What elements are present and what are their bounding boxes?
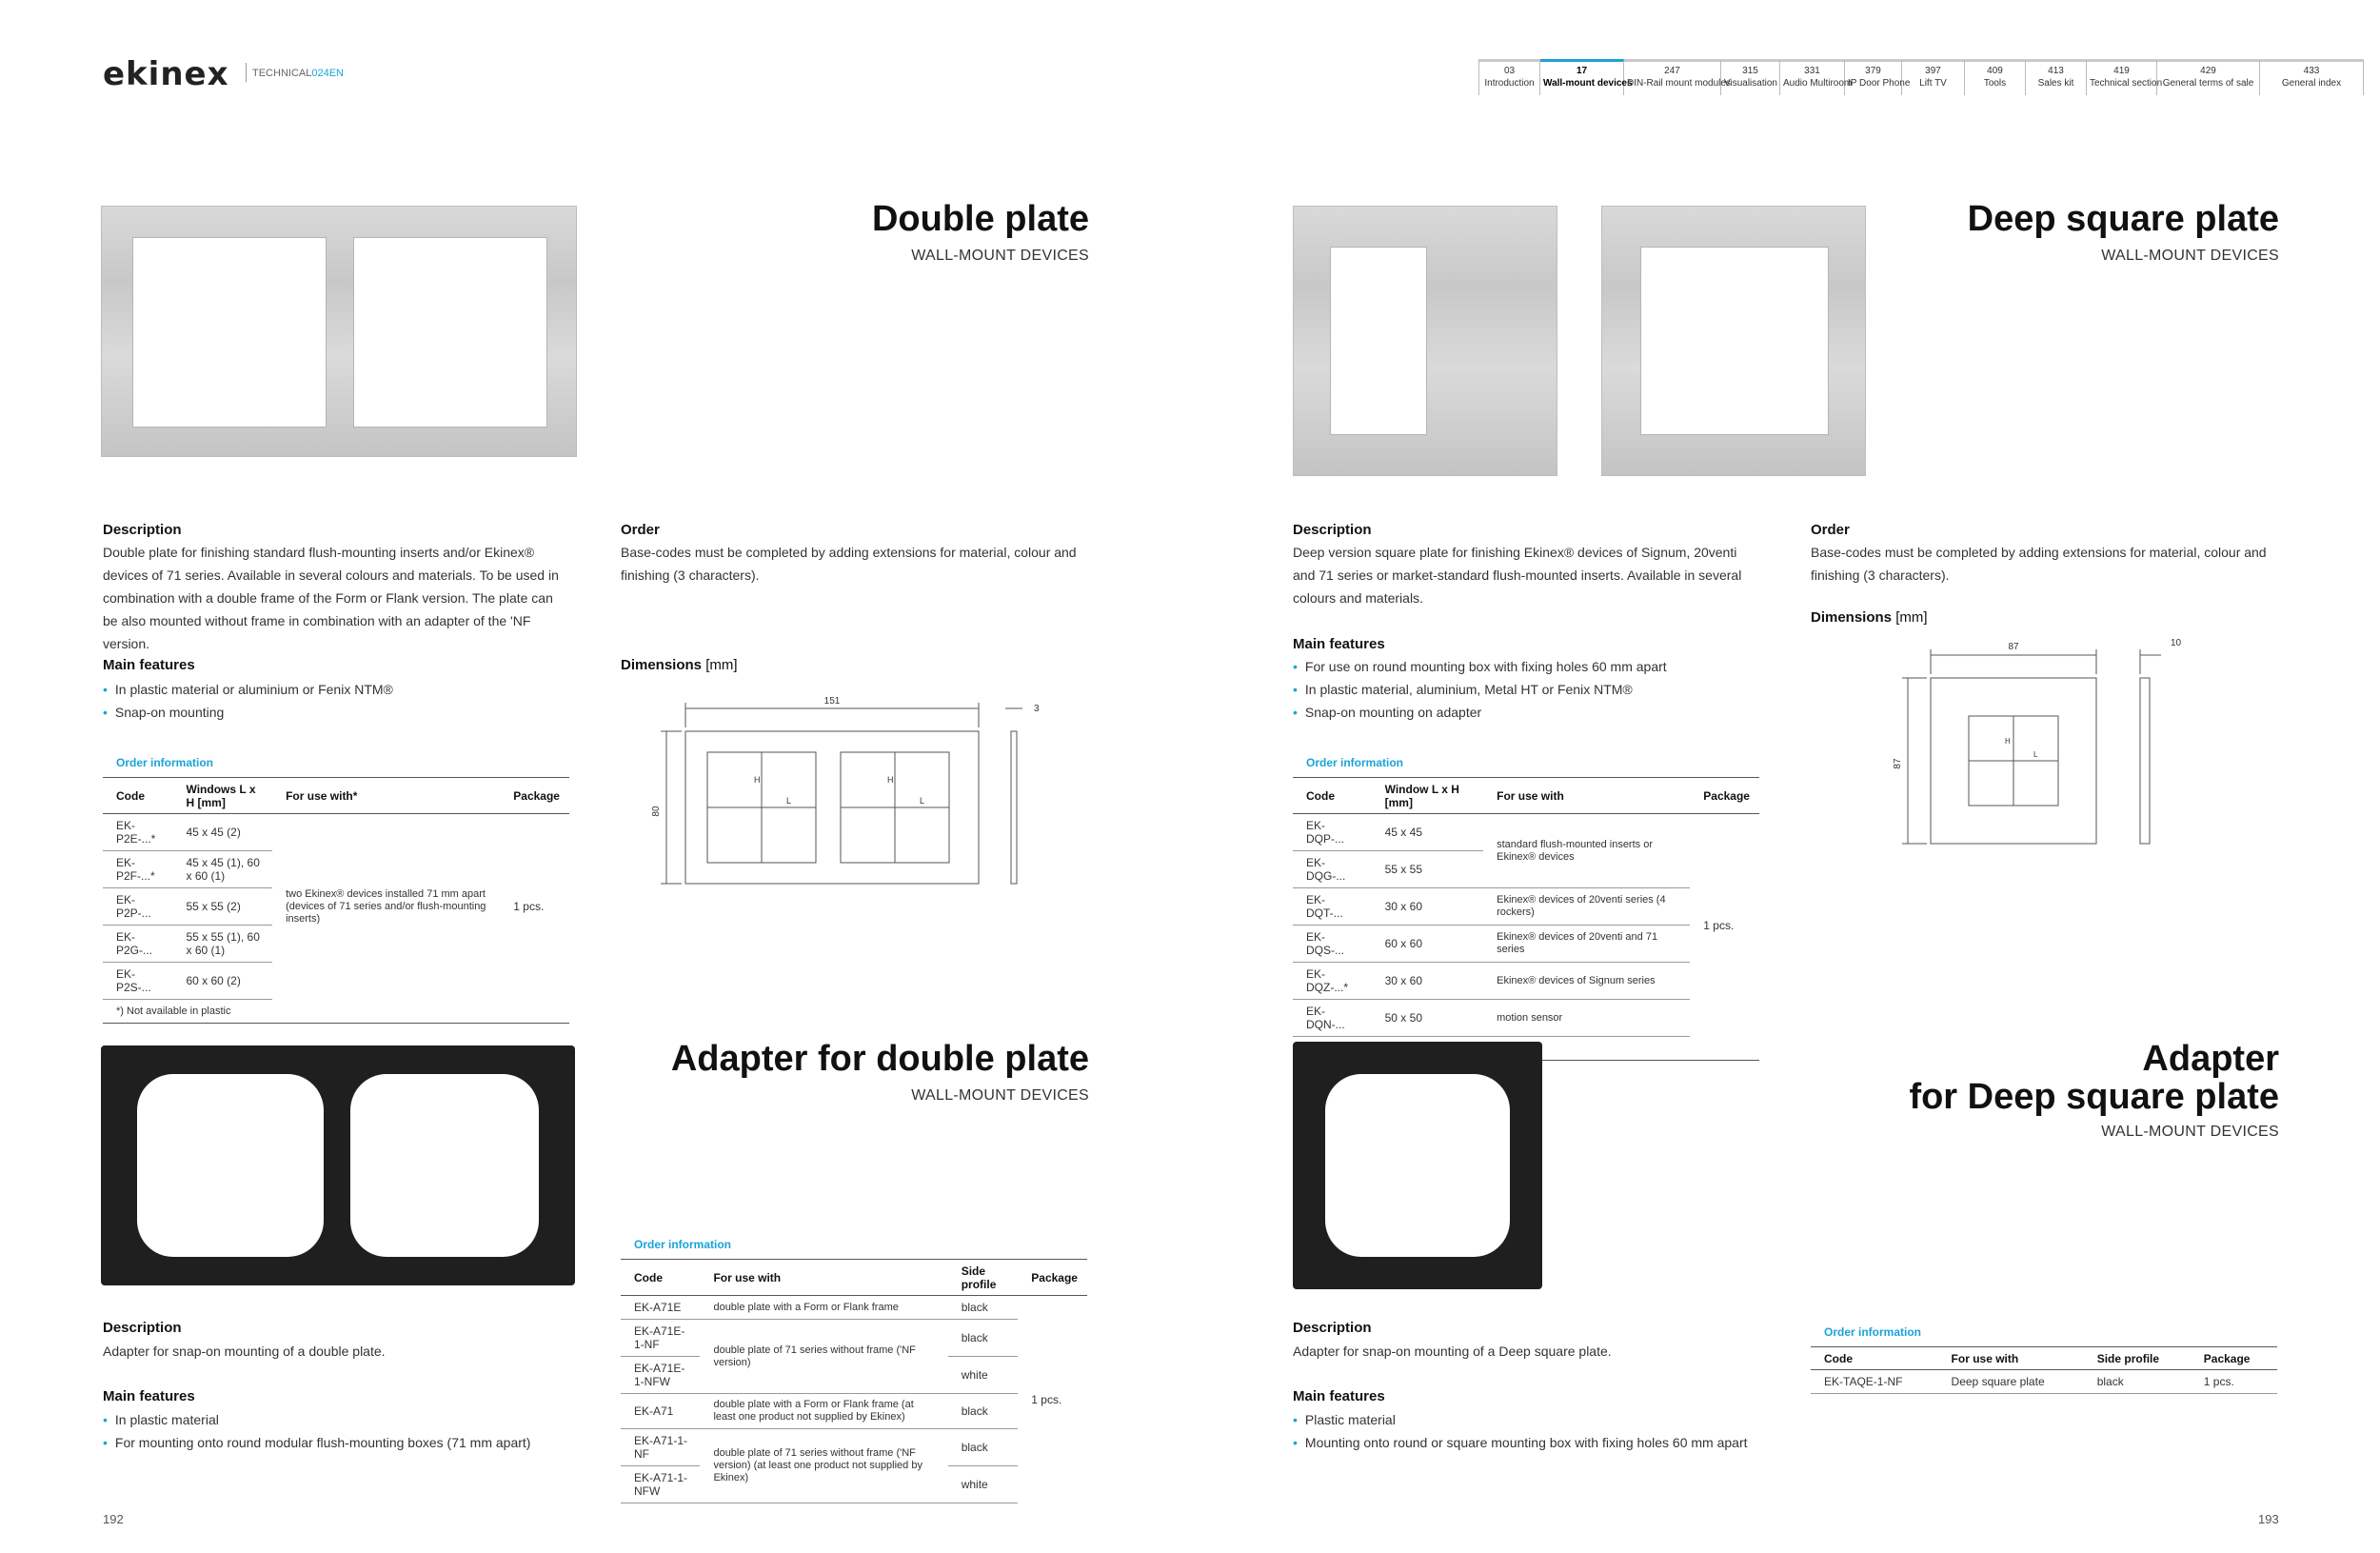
list-item: • Snap-on mounting on adapter [1293,701,1769,724]
svg-text:L: L [920,796,925,806]
table-row: EK-DQN-... 50 x 50 motion sensor [1293,1000,1759,1037]
table-header: Code [621,1260,700,1296]
double-plate-features [103,678,571,724]
svg-text:L: L [786,796,792,806]
list-item: • Mounting onto round or square mounting box with fixing holes 60 mm apart [1293,1431,1807,1454]
nav-item-wall-mount[interactable]: 17 Wall-mount devices [1540,59,1624,95]
nav-item-visualisation[interactable]: 315 Visualisation [1721,59,1780,95]
doc-code [246,63,344,82]
adapter-double-title: Adapter for double plate [670,1039,1089,1079]
table-header: Code [1293,778,1372,814]
list-item: • Plastic material [1293,1408,1807,1431]
adapter-double-features [103,1408,617,1454]
deep-plate-title: Deep square plate [1967,199,2279,239]
adapter-deep-description-heading: Description [1293,1320,1372,1336]
double-plate-order-table [103,777,569,1024]
double-plate-features-heading: Main features [103,657,195,673]
double-plate-order-heading: Order [621,522,660,538]
table-row: EK-A71-1-NFW white [621,1466,1087,1503]
list-item: • For mounting onto round modular flush-mounting boxes (71 mm apart) [103,1431,617,1454]
list-item: • For use on round mounting box with fixing holes 60 mm apart [1293,655,1769,678]
ekinex-logo: ekinex [103,55,229,93]
svg-text:H: H [2005,737,2011,746]
dim-height-label: 87 [1893,758,1903,769]
nav-item-audio[interactable]: 331 Audio Multiroom [1780,59,1845,95]
adapter-deep-order-table [1811,1346,2277,1394]
table-header: Side profile [2084,1347,2191,1370]
table-row: EK-DQZ-...* 30 x 60 Ekinex® devices of Signum series [1293,963,1759,1000]
adapter-deep-description: Adapter for snap-on mounting of a Deep square plate. [1293,1344,1612,1359]
table-header: For use with [1483,778,1690,814]
svg-text:H: H [887,775,894,785]
double-plate-description-heading: Description [103,522,182,538]
deep-plate-order-table [1293,777,1759,1061]
double-plate-image [101,206,577,457]
table-header: Side profile [948,1260,1019,1296]
table-header: Code [103,778,172,814]
deep-plate-oi-title: Order information [1306,756,1404,769]
double-plate-dimensions-heading: Dimensions [mm] [621,657,738,673]
list-item: • In plastic material, aluminium, Metal HT or Fenix NTM® [1293,678,1769,701]
table-header: Window L x H [mm] [1372,778,1484,814]
dim-depth-label: 10 [2171,638,2182,648]
doc-code-number: 024EN [311,68,344,79]
list-item: • In plastic material or aluminium or Fenix NTM® [103,678,571,701]
deep-plate-description-heading: Description [1293,522,1372,538]
adapter-double-description-heading: Description [103,1320,182,1336]
nav-item-din-rail[interactable]: 247 DIN-Rail mount modules [1624,59,1721,95]
deep-plate-description: Deep version square plate for finishing Ekinex® devices of Signum, 20venti and 71 series or market-standard flush-mounted inserts. Available in several colours and materials. [1293,545,1742,606]
deep-plate-dimension-drawing [1885,628,2209,857]
adapter-deep-image [1293,1042,1542,1289]
adapter-deep-subtitle: WALL-MOUNT DEVICES [2101,1124,2279,1140]
table-row: EK-DQS-... 60 x 60 Ekinex® devices of 20venti and 71 series [1293,926,1759,963]
adapter-double-subtitle: WALL-MOUNT DEVICES [911,1087,1089,1104]
nav-item-tools[interactable]: 409 Tools [1965,59,2026,95]
adapter-double-oi-title: Order information [634,1238,732,1251]
dim-depth-label: 3 [1034,704,1040,714]
table-row: EK-DQT-... 30 x 60 Ekinex® devices of 20venti series (4 rockers) [1293,888,1759,926]
table-row: EK-P2S-... 60 x 60 (2) [103,963,569,1000]
double-plate-oi-title: Order information [116,756,214,769]
page-number-right: 193 [2258,1512,2279,1526]
adapter-double-image [101,1045,575,1285]
table-header: For use with [700,1260,947,1296]
dim-width-label: 87 [2008,642,2019,652]
table-header: For use with* [272,778,500,814]
adapter-double-order-table [621,1259,1087,1503]
adapter-deep-title: Adapter for Deep square plate [1909,1039,2279,1117]
double-plate-title: Double plate [871,199,1089,239]
nav-item-terms[interactable]: 429 General terms of sale [2157,59,2260,95]
deep-plate-order-text: Base-codes must be completed by adding extensions for material, colour and finishing (3 characters). [1811,545,2267,583]
adapter-deep-features-heading: Main features [1293,1388,1385,1404]
dim-width-label: 151 [823,696,841,707]
table-row: EK-A71-1-NF double plate of 71 series without frame ('NF version) (at least one product not supplied by Ekinex) black [621,1429,1087,1466]
table-row: EK-DQP-... 45 x 45 standard flush-mounted inserts or Ekinex® devices 1 pcs. [1293,814,1759,851]
list-item: • Snap-on mounting [103,701,571,724]
nav-item-technical[interactable]: 419 Technical section [2087,59,2157,95]
doc-prefix: TECHNICAL [252,68,312,79]
svg-text:L: L [2033,750,2038,759]
table-header: For use with [1938,1347,2084,1370]
adapter-double-features-heading: Main features [103,1388,195,1404]
page-number-left: 192 [103,1512,124,1526]
adapter-deep-oi-title: Order information [1824,1325,1922,1339]
table-row: EK-A71E double plate with a Form or Flank frame black 1 pcs. [621,1296,1087,1320]
nav-item-sales-kit[interactable]: 413 Sales kit [2026,59,2087,95]
table-header: Package [500,778,569,814]
table-row: EK-DQG-... 55 x 55 [1293,851,1759,888]
nav-item-introduction[interactable]: 03 Introduction [1479,59,1540,95]
table-header: Code [1811,1347,1938,1370]
dim-height-label: 80 [651,806,662,817]
double-plate-order-text: Base-codes must be completed by adding extensions for material, colour and finishing (3 characters). [621,545,1077,583]
deep-plate-dimensions-heading: Dimensions [mm] [1811,609,1928,626]
table-row: EK-P2P-... 55 x 55 (2) [103,888,569,926]
table-row: EK-A71E-1-NFW white [621,1357,1087,1394]
double-plate-description: Double plate for finishing standard flush-mounting inserts and/or Ekinex® devices of 71 series. Available in several colours and materials. To be used in combination with a double frame of the Form or Flank version. The plate can be also mounted without frame in combination with an adapter of the 'NF version. [103,545,559,651]
table-row: EK-A71E-1-NF double plate of 71 series without frame ('NF version) black [621,1320,1087,1357]
table-header: Package [1690,778,1759,814]
table-row: EK-A71 double plate with a Form or Flank frame (at least one product not supplied by Ekinex) black [621,1394,1087,1429]
nav-item-door-phone[interactable]: 379 IP Door Phone [1845,59,1902,95]
nav-item-index[interactable]: 433 General index [2260,59,2364,95]
deep-plate-features-heading: Main features [1293,636,1385,652]
table-note-row: *) Not available in plastic [103,1000,569,1024]
table-header: Package [1018,1260,1087,1296]
table-row: EK-TAQE-1-NF Deep square plate black 1 pcs. [1811,1370,2277,1394]
double-plate-subtitle: WALL-MOUNT DEVICES [911,248,1089,264]
deep-plate-square-image [1601,206,1866,476]
table-row: EK-P2G-... 55 x 55 (1), 60 x 60 (1) [103,926,569,963]
table-row: EK-P2E-...* 45 x 45 (2) two Ekinex® devices installed 71 mm apart (devices of 71 series and/or flush-mounting inserts) 1 pcs. [103,814,569,851]
deep-plate-features [1293,655,1769,724]
double-plate-dimension-drawing [647,695,1047,895]
table-header: Windows L x H [mm] [172,778,272,814]
chapter-nav [1478,59,2364,95]
table-row: EK-P2F-...* 45 x 45 (1), 60 x 60 (1) [103,851,569,888]
table-header: Package [2191,1347,2277,1370]
adapter-deep-features [1293,1408,1807,1454]
deep-plate-order-heading: Order [1811,522,1850,538]
nav-item-lift-tv[interactable]: 397 Lift TV [1902,59,1965,95]
list-item: • In plastic material [103,1408,617,1431]
svg-text:H: H [754,775,761,785]
deep-plate-narrow-image [1293,206,1557,476]
divider [246,63,247,82]
deep-plate-subtitle: WALL-MOUNT DEVICES [2101,248,2279,264]
adapter-double-description: Adapter for snap-on mounting of a double plate. [103,1344,386,1359]
